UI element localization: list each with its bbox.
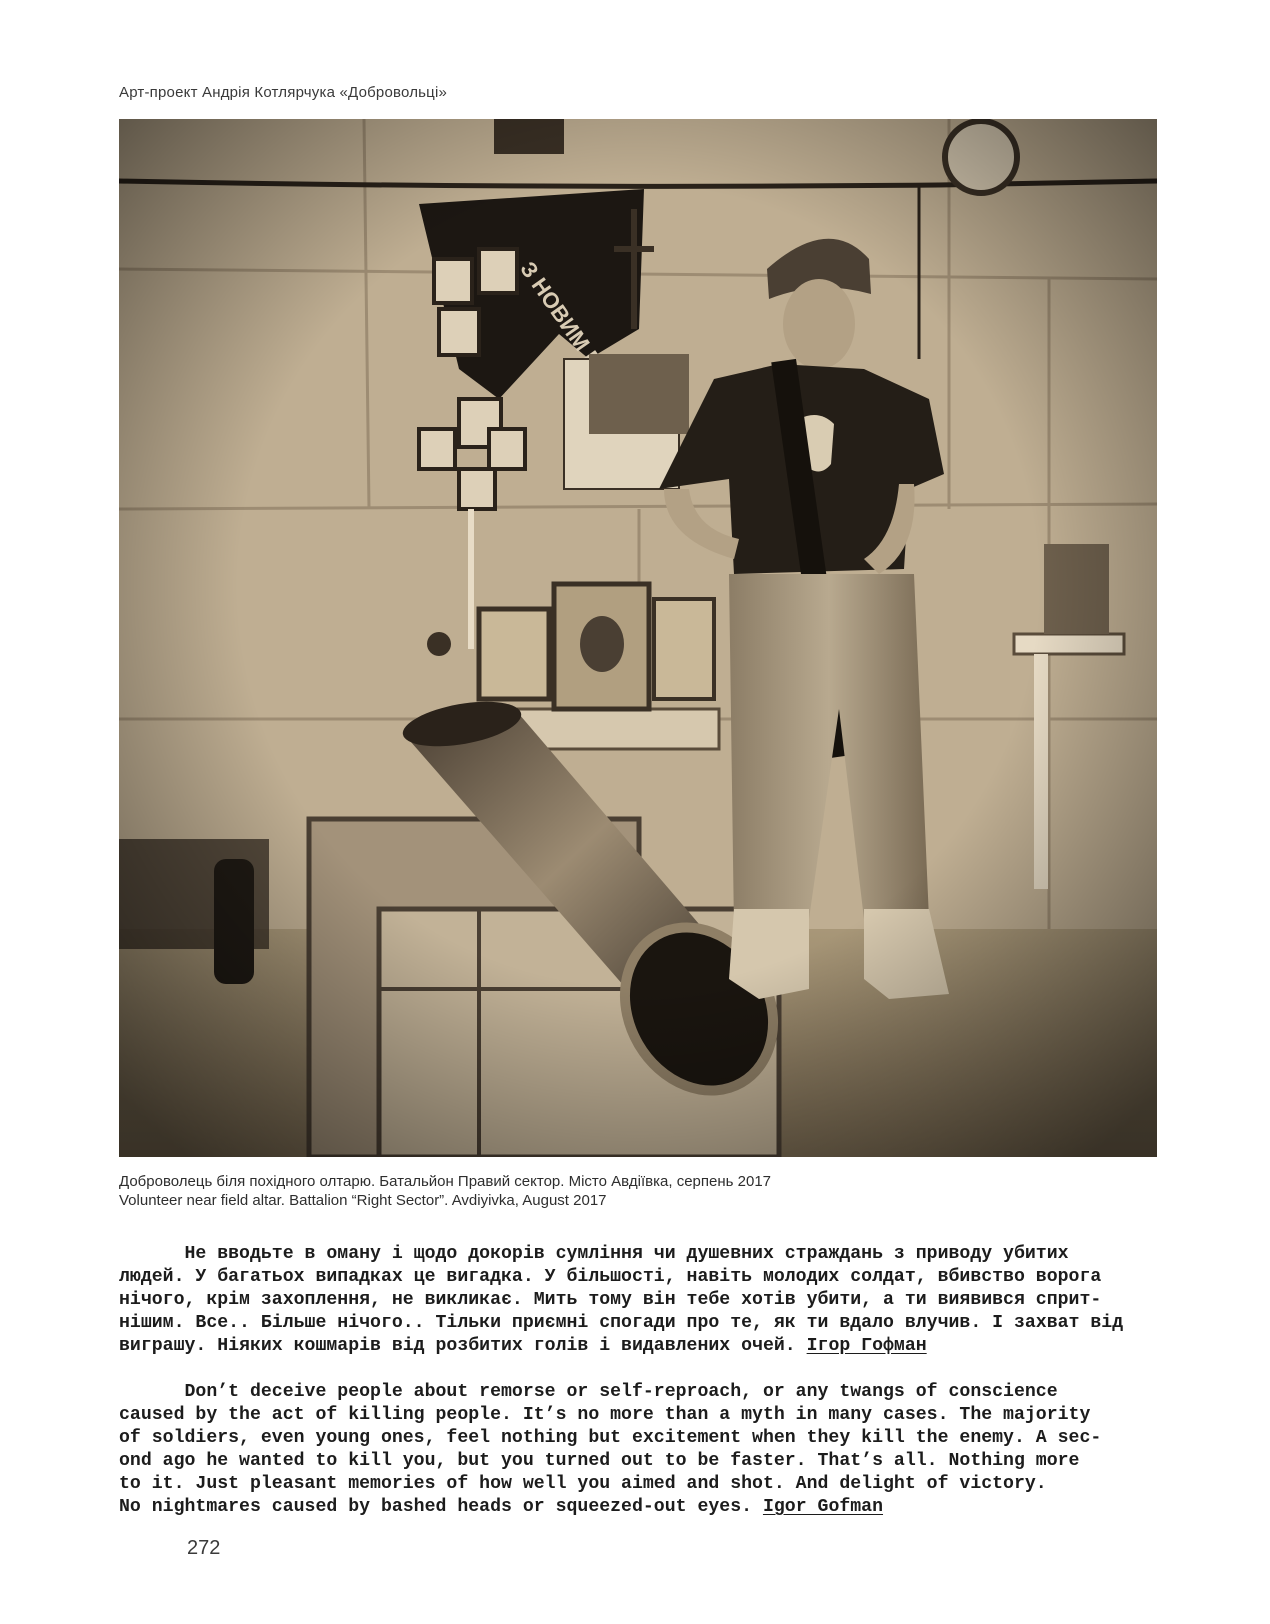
photo-caption bbox=[119, 1172, 771, 1210]
caption-english: Volunteer near field altar. Battalion “Right Sector”. Avdiyivka, August 2017 bbox=[119, 1192, 607, 1209]
quote-line: caused by the act of killing people. It’s no more than a myth in many cases. The majority bbox=[119, 1405, 1091, 1425]
quote-author-uk: Ігор Гофман bbox=[806, 1336, 927, 1356]
quote-line: of soldiers, even young ones, feel nothing but excitement when they kill the enemy. A sec- bbox=[119, 1428, 1102, 1448]
quote-line: людей. У багатьох випадках це вигадка. У більшості, навіть молодих солдат, вбивство ворога bbox=[119, 1267, 1102, 1287]
caption-ukrainian: Доброволець біля похідного олтарю. Батальйон Правий сектор. Місто Авдіївка, серпень 2017 bbox=[119, 1173, 772, 1190]
quote-line: нічого, крім захоплення, не викликає. Мить тому він тебе хотів убити, а ти виявився сприт- bbox=[119, 1290, 1102, 1310]
photo-vignette bbox=[119, 119, 1157, 1157]
quote-last-line-text: No nightmares caused by bashed heads or squeezed-out eyes. bbox=[119, 1497, 763, 1517]
quote-line bbox=[119, 1335, 1159, 1358]
quote-line: ond ago he wanted to kill you, but you turned out to be faster. That’s all. Nothing more bbox=[119, 1451, 1080, 1471]
page-number: 272 bbox=[187, 1537, 221, 1559]
quote-line: Don’t deceive people about remorse or self-reproach, or any twangs of conscience bbox=[119, 1382, 1058, 1402]
quote-last-line-text: виграшу. Ніяких кошмарів від розбитих голів і видавлених очей. bbox=[119, 1336, 807, 1356]
volunteer-photo bbox=[119, 119, 1157, 1157]
quote-line: нішим. Все.. Більше нічого.. Тільки приємні спогади про те, як ти вдало влучив. І захват від bbox=[119, 1313, 1124, 1333]
quote-author-en: Igor Gofman bbox=[762, 1497, 884, 1517]
quote-english bbox=[119, 1381, 1159, 1519]
quote-line: to it. Just pleasant memories of how well you aimed and shot. And delight of victory. bbox=[119, 1474, 1047, 1494]
running-title: Арт-проект Андрія Котлярчука «Добровольці» bbox=[119, 84, 448, 101]
quote-ukrainian bbox=[119, 1243, 1159, 1358]
quote-line bbox=[119, 1496, 1159, 1519]
quote-line: Не вводьте в оману і щодо докорів сумління чи душевних страждань з приводу убитих bbox=[119, 1244, 1069, 1264]
